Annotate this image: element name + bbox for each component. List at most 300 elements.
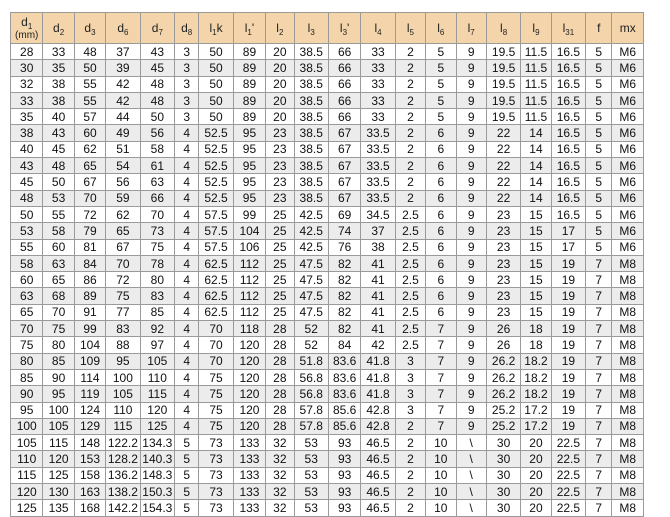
table-cell: 2 xyxy=(395,451,425,467)
table-cell: 23 xyxy=(486,288,520,304)
table-cell: 140.3 xyxy=(140,451,174,467)
table-cell: 38 xyxy=(43,76,74,92)
table-cell: 58 xyxy=(11,255,43,271)
table-cell: 23 xyxy=(266,141,294,157)
table-cell: M6 xyxy=(612,44,644,60)
table-cell: 41 xyxy=(361,321,395,337)
table-cell: 16.5 xyxy=(551,109,585,125)
table-cell: 25 xyxy=(266,304,294,320)
table-cell: 125 xyxy=(43,467,74,483)
table-cell: 55 xyxy=(74,92,105,108)
table-cell: 2.5 xyxy=(395,272,425,288)
table-cell: 9 xyxy=(456,158,486,174)
table-cell: 55 xyxy=(43,206,74,222)
table-cell: M8 xyxy=(612,353,644,369)
table-cell: 56.8 xyxy=(294,369,328,385)
table-cell: 61 xyxy=(140,158,174,174)
table-cell: 120 xyxy=(233,337,265,353)
column-header: f xyxy=(586,13,612,44)
table-cell: 70 xyxy=(199,353,233,369)
table-cell: 6 xyxy=(426,223,456,239)
table-cell: 120 xyxy=(233,369,265,385)
table-cell: 20 xyxy=(521,435,551,451)
table-cell: 5 xyxy=(175,484,199,500)
table-cell: M8 xyxy=(612,272,644,288)
table-cell: 32 xyxy=(266,467,294,483)
table-cell: 26.2 xyxy=(486,369,520,385)
table-cell: 58 xyxy=(140,141,174,157)
table-cell: 82 xyxy=(328,304,360,320)
table-cell: 16.5 xyxy=(551,158,585,174)
table-cell: 45 xyxy=(43,141,74,157)
table-cell: 72 xyxy=(74,206,105,222)
table-cell: 5 xyxy=(586,60,612,76)
table-cell: 39 xyxy=(106,60,140,76)
column-header: $d_2$ xyxy=(43,13,74,44)
table-cell: 2 xyxy=(395,109,425,125)
table-cell: 112 xyxy=(233,255,265,271)
table-cell: 38.5 xyxy=(294,92,328,108)
table-cell: 42.8 xyxy=(361,418,395,434)
table-cell: 53 xyxy=(43,190,74,206)
table-cell: 84 xyxy=(74,255,105,271)
table-cell: 3 xyxy=(175,92,199,108)
table-cell: 3 xyxy=(395,402,425,418)
table-cell: 86 xyxy=(74,272,105,288)
table-cell: 104 xyxy=(74,337,105,353)
table-cell: 51.8 xyxy=(294,353,328,369)
dimension-table xyxy=(10,12,644,517)
table-cell: 25 xyxy=(266,206,294,222)
table-cell: 109 xyxy=(74,353,105,369)
table-cell: 93 xyxy=(328,484,360,500)
table-row xyxy=(11,125,644,141)
table-cell: 95 xyxy=(43,386,74,402)
table-cell: 62.5 xyxy=(199,288,233,304)
table-cell: 11.5 xyxy=(521,92,551,108)
table-cell: 52 xyxy=(294,337,328,353)
table-cell: 45 xyxy=(140,60,174,76)
table-cell: 62 xyxy=(74,141,105,157)
table-cell: 133 xyxy=(233,435,265,451)
table-cell: 83.6 xyxy=(328,386,360,402)
table-cell: M6 xyxy=(612,190,644,206)
table-cell: 2 xyxy=(395,76,425,92)
table-cell: 3 xyxy=(395,353,425,369)
table-cell: 148.3 xyxy=(140,467,174,483)
column-header: $l_1k$ xyxy=(199,13,233,44)
table-cell: 66 xyxy=(328,109,360,125)
table-cell: 9 xyxy=(456,223,486,239)
table-cell: 48 xyxy=(140,76,174,92)
table-cell: 7 xyxy=(586,418,612,434)
table-cell: 38 xyxy=(43,92,74,108)
table-cell: 19 xyxy=(551,304,585,320)
table-cell: 73 xyxy=(199,500,233,516)
table-cell: 37 xyxy=(361,223,395,239)
table-header xyxy=(11,13,644,44)
table-cell: 28 xyxy=(266,402,294,418)
table-cell: 4 xyxy=(175,304,199,320)
column-header: $l_1'$ xyxy=(233,13,265,44)
table-cell: 25 xyxy=(266,239,294,255)
table-cell: 133 xyxy=(233,484,265,500)
table-cell: M8 xyxy=(612,288,644,304)
table-cell: 41 xyxy=(361,304,395,320)
table-cell: 4 xyxy=(175,174,199,190)
table-cell: 14 xyxy=(521,125,551,141)
table-cell: 37 xyxy=(106,44,140,60)
table-cell: 11.5 xyxy=(521,60,551,76)
table-cell: 28 xyxy=(266,321,294,337)
table-cell: 19 xyxy=(551,386,585,402)
table-cell: 2 xyxy=(395,174,425,190)
table-cell: 75 xyxy=(199,402,233,418)
table-cell: 104 xyxy=(233,223,265,239)
table-cell: 17.2 xyxy=(521,418,551,434)
table-cell: 51 xyxy=(106,141,140,157)
table-cell: 106 xyxy=(233,239,265,255)
table-cell: 2 xyxy=(395,44,425,60)
table-cell: 32 xyxy=(266,435,294,451)
table-cell: 9 xyxy=(456,44,486,60)
table-cell: 56 xyxy=(106,174,140,190)
table-cell: 60 xyxy=(43,239,74,255)
table-cell: 9 xyxy=(456,288,486,304)
table-cell: 67 xyxy=(328,190,360,206)
table-cell: 41.8 xyxy=(361,386,395,402)
table-cell: 7 xyxy=(586,484,612,500)
table-cell: M8 xyxy=(612,337,644,353)
table-cell: 105 xyxy=(140,353,174,369)
table-cell: 15 xyxy=(521,288,551,304)
table-cell: 73 xyxy=(199,484,233,500)
table-cell: 2.5 xyxy=(395,321,425,337)
table-cell: 120 xyxy=(11,484,43,500)
table-cell: 85 xyxy=(11,369,43,385)
table-cell: 6 xyxy=(426,206,456,222)
table-cell: 54 xyxy=(106,158,140,174)
table-cell: 75 xyxy=(11,337,43,353)
table-cell: 93 xyxy=(328,435,360,451)
table-cell: 57.5 xyxy=(199,223,233,239)
table-row xyxy=(11,386,644,402)
table-cell: 3 xyxy=(175,109,199,125)
table-cell: 19 xyxy=(551,418,585,434)
table-cell: 33.5 xyxy=(361,174,395,190)
table-cell: M6 xyxy=(612,174,644,190)
table-cell: 22 xyxy=(486,190,520,206)
table-cell: 9 xyxy=(456,141,486,157)
column-header: $l_6$ xyxy=(426,13,456,44)
table-cell: 58 xyxy=(43,223,74,239)
table-cell: 2.5 xyxy=(395,255,425,271)
table-cell: 41 xyxy=(361,255,395,271)
table-cell: 4 xyxy=(175,125,199,141)
table-cell: 66 xyxy=(328,92,360,108)
table-cell: 19.5 xyxy=(486,76,520,92)
table-cell: 75 xyxy=(199,369,233,385)
table-cell: 65 xyxy=(74,158,105,174)
table-cell: 16.5 xyxy=(551,60,585,76)
table-cell: 57.8 xyxy=(294,402,328,418)
table-cell: 42.5 xyxy=(294,206,328,222)
table-cell: 142.2 xyxy=(106,500,140,516)
table-cell: 105 xyxy=(43,418,74,434)
table-cell: 67 xyxy=(74,174,105,190)
table-cell: 67 xyxy=(328,125,360,141)
column-header xyxy=(11,13,43,44)
table-cell: 9 xyxy=(456,337,486,353)
table-cell: 17 xyxy=(551,239,585,255)
table-cell: 4 xyxy=(175,272,199,288)
table-cell: 19.5 xyxy=(486,92,520,108)
table-cell: 20 xyxy=(521,484,551,500)
table-cell: 50 xyxy=(199,44,233,60)
table-cell: M6 xyxy=(612,76,644,92)
table-cell: 42.5 xyxy=(294,223,328,239)
table-cell: 16.5 xyxy=(551,190,585,206)
table-cell: 2 xyxy=(395,435,425,451)
table-cell: 19.5 xyxy=(486,44,520,60)
table-row xyxy=(11,418,644,434)
table-cell: 65 xyxy=(11,304,43,320)
table-cell: 48 xyxy=(11,190,43,206)
table-cell: 19 xyxy=(551,272,585,288)
table-cell: 4 xyxy=(175,255,199,271)
table-cell: 60 xyxy=(11,272,43,288)
table-cell: 2 xyxy=(395,418,425,434)
table-cell: 19 xyxy=(551,353,585,369)
table-cell: 56 xyxy=(140,125,174,141)
table-cell: 6 xyxy=(426,190,456,206)
table-cell: 7 xyxy=(586,369,612,385)
table-row xyxy=(11,467,644,483)
table-cell: 5 xyxy=(586,206,612,222)
table-cell: 6 xyxy=(426,304,456,320)
table-row xyxy=(11,353,644,369)
table-cell: 75 xyxy=(199,386,233,402)
table-row xyxy=(11,369,644,385)
table-cell: 70 xyxy=(199,321,233,337)
table-cell: 133 xyxy=(233,451,265,467)
table-cell: 40 xyxy=(11,141,43,157)
table-cell: 30 xyxy=(486,435,520,451)
table-cell: 2 xyxy=(395,484,425,500)
table-cell: 46.5 xyxy=(361,435,395,451)
table-cell: 7 xyxy=(586,272,612,288)
table-cell: 18.2 xyxy=(521,386,551,402)
table-cell: 19 xyxy=(551,321,585,337)
table-cell: M8 xyxy=(612,467,644,483)
table-cell: 28 xyxy=(266,418,294,434)
table-cell: 135 xyxy=(43,500,74,516)
table-cell: 2 xyxy=(395,92,425,108)
table-cell: 16.5 xyxy=(551,125,585,141)
table-cell: 14 xyxy=(521,174,551,190)
table-cell: 110 xyxy=(106,402,140,418)
table-cell: 9 xyxy=(456,402,486,418)
table-row xyxy=(11,321,644,337)
table-row xyxy=(11,451,644,467)
table-cell: 38.5 xyxy=(294,174,328,190)
table-cell: 112 xyxy=(233,304,265,320)
table-cell: 83 xyxy=(106,321,140,337)
table-cell: 119 xyxy=(74,386,105,402)
table-cell: 46.5 xyxy=(361,451,395,467)
table-cell: 2.5 xyxy=(395,223,425,239)
table-cell: 83.6 xyxy=(328,353,360,369)
table-cell: M8 xyxy=(612,255,644,271)
table-cell: 153 xyxy=(74,451,105,467)
table-cell: 55 xyxy=(74,76,105,92)
table-cell: 76 xyxy=(328,239,360,255)
column-header: $l_{31}$ xyxy=(551,13,585,44)
table-cell: 80 xyxy=(140,272,174,288)
table-cell: 89 xyxy=(233,92,265,108)
table-cell: 65 xyxy=(106,223,140,239)
table-cell: 52.5 xyxy=(199,158,233,174)
table-cell: 5 xyxy=(586,141,612,157)
table-cell: 80 xyxy=(11,353,43,369)
table-row xyxy=(11,337,644,353)
table-cell: 73 xyxy=(199,467,233,483)
table-cell: 95 xyxy=(233,174,265,190)
table-cell: 2 xyxy=(395,500,425,516)
table-cell: 41.8 xyxy=(361,369,395,385)
table-cell: 33 xyxy=(361,92,395,108)
table-cell: 38.5 xyxy=(294,190,328,206)
table-cell: 75 xyxy=(43,321,74,337)
table-cell: 133 xyxy=(233,467,265,483)
table-cell: 20 xyxy=(521,467,551,483)
table-cell: 25 xyxy=(266,288,294,304)
table-cell: 33 xyxy=(43,44,74,60)
table-cell: 14 xyxy=(521,158,551,174)
table-cell: 7 xyxy=(586,402,612,418)
table-cell: 46.5 xyxy=(361,484,395,500)
table-cell: 15 xyxy=(521,272,551,288)
table-cell: 33 xyxy=(361,109,395,125)
table-cell: 50 xyxy=(199,109,233,125)
table-cell: 26.2 xyxy=(486,386,520,402)
table-cell: 120 xyxy=(233,353,265,369)
table-cell: 60 xyxy=(74,125,105,141)
table-row xyxy=(11,60,644,76)
table-cell: 53 xyxy=(11,223,43,239)
table-cell: 18.2 xyxy=(521,369,551,385)
table-cell: 95 xyxy=(106,353,140,369)
table-cell: 50 xyxy=(74,60,105,76)
table-cell: 42 xyxy=(361,337,395,353)
table-cell: 93 xyxy=(328,467,360,483)
table-cell: 2.5 xyxy=(395,239,425,255)
table-cell: 5 xyxy=(426,92,456,108)
table-cell: 75 xyxy=(140,239,174,255)
table-cell: 97 xyxy=(140,337,174,353)
table-cell: 23 xyxy=(486,239,520,255)
table-cell: 89 xyxy=(74,288,105,304)
table-cell: 53 xyxy=(294,467,328,483)
column-header: $d_6$ xyxy=(106,13,140,44)
table-cell: 3 xyxy=(395,386,425,402)
table-cell: 22 xyxy=(486,174,520,190)
column-header: $d_7$ xyxy=(140,13,174,44)
table-cell: 9 xyxy=(456,255,486,271)
column-header: $l_3$ xyxy=(294,13,328,44)
table-cell: M8 xyxy=(612,304,644,320)
table-cell: 105 xyxy=(106,386,140,402)
table-cell: 52.5 xyxy=(199,141,233,157)
table-cell: 50 xyxy=(11,206,43,222)
table-cell: 33 xyxy=(361,44,395,60)
table-cell: 57 xyxy=(74,109,105,125)
table-cell: 7 xyxy=(586,500,612,516)
table-cell: 55 xyxy=(11,239,43,255)
table-cell: 7 xyxy=(586,353,612,369)
table-cell: 47.5 xyxy=(294,288,328,304)
table-cell: 22.5 xyxy=(551,435,585,451)
table-cell: 150.3 xyxy=(140,484,174,500)
table-cell: 32 xyxy=(266,500,294,516)
table-cell: 95 xyxy=(233,158,265,174)
table-cell: \ xyxy=(456,435,486,451)
table-cell: 4 xyxy=(175,190,199,206)
table-row xyxy=(11,402,644,418)
table-cell: 41 xyxy=(361,272,395,288)
header-row xyxy=(11,13,644,44)
table-cell: 9 xyxy=(456,190,486,206)
table-cell: 9 xyxy=(456,60,486,76)
table-cell: 52.5 xyxy=(199,174,233,190)
table-cell: 35 xyxy=(43,60,74,76)
table-cell: 91 xyxy=(74,304,105,320)
table-cell: 38.5 xyxy=(294,76,328,92)
table-cell: 46.5 xyxy=(361,467,395,483)
table-cell: 6 xyxy=(426,174,456,190)
table-cell: M8 xyxy=(612,484,644,500)
table-cell: 19 xyxy=(551,369,585,385)
table-cell: 5 xyxy=(586,239,612,255)
table-cell: 53 xyxy=(294,484,328,500)
table-cell: 50 xyxy=(199,60,233,76)
table-cell: 9 xyxy=(456,174,486,190)
table-cell: 89 xyxy=(233,44,265,60)
table-cell: 7 xyxy=(426,386,456,402)
table-cell: 125 xyxy=(11,500,43,516)
table-cell: 73 xyxy=(140,223,174,239)
table-cell: 82 xyxy=(328,288,360,304)
table-cell: 70 xyxy=(140,206,174,222)
table-cell: 2 xyxy=(395,60,425,76)
table-cell: 50 xyxy=(140,109,174,125)
table-cell: 2.5 xyxy=(395,304,425,320)
table-cell: M6 xyxy=(612,125,644,141)
table-cell: 18.2 xyxy=(521,353,551,369)
table-row xyxy=(11,255,644,271)
table-cell: 62.5 xyxy=(199,304,233,320)
table-cell: 32 xyxy=(11,76,43,92)
table-cell: 2 xyxy=(395,158,425,174)
table-cell: 95 xyxy=(233,141,265,157)
table-row xyxy=(11,141,644,157)
table-cell: 66 xyxy=(328,44,360,60)
table-cell: 2.5 xyxy=(395,288,425,304)
table-cell: \ xyxy=(456,451,486,467)
table-cell: M8 xyxy=(612,321,644,337)
table-cell: 25 xyxy=(266,223,294,239)
table-cell: 100 xyxy=(11,418,43,434)
